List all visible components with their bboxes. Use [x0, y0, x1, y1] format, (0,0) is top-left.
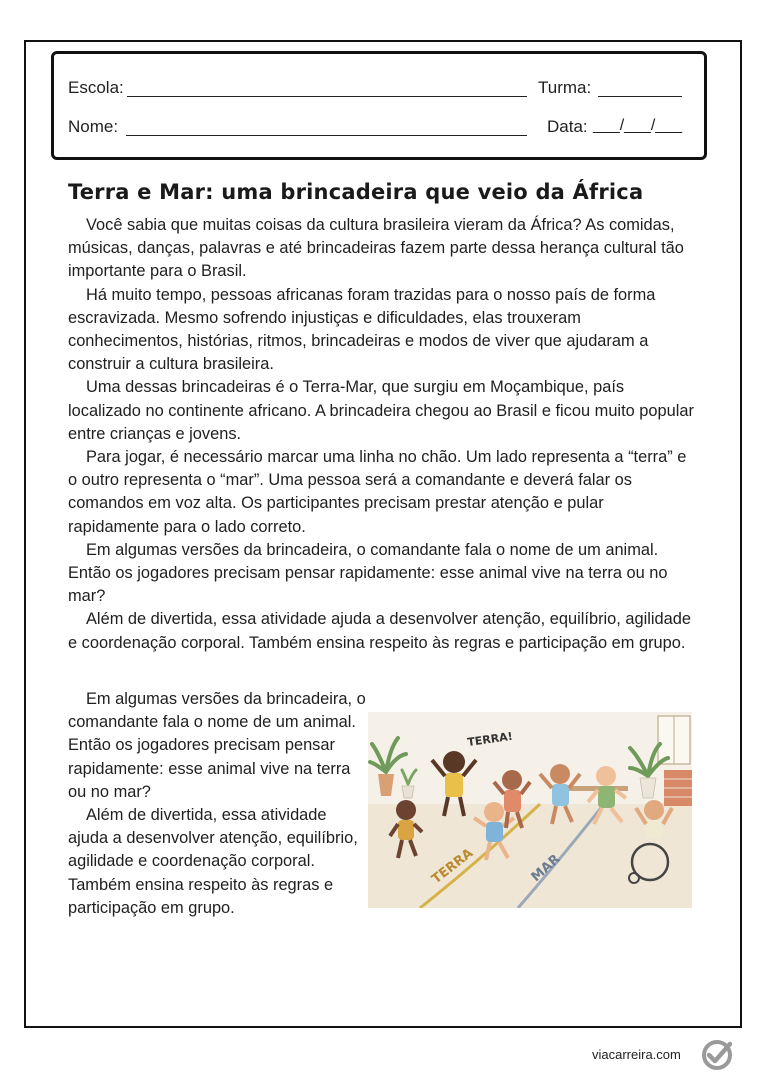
paragraph: Em algumas versões da brincadeira, o comandante fala o nome de um animal. Então os jogadores precisam pensar rapidamente: esse animal vive na terra ou no mar? [68, 540, 668, 606]
main-text [68, 214, 698, 655]
side-text [68, 688, 368, 920]
paragraph: Em algumas versões da brincadeira, o comandante fala o nome de um animal. Então os jogadores precisam pensar rapidamente: esse animal vive na terra ou no mar? [68, 690, 366, 801]
speech-text: TERRA! [466, 729, 514, 749]
nome-field[interactable] [126, 135, 527, 136]
data-field[interactable]: ___/___/___ [593, 117, 682, 134]
turma-field[interactable] [598, 96, 682, 97]
paragraph: Você sabia que muitas coisas da cultura brasileira vieram da África? As comidas, músicas, danças, palavras e até brincadeiras fazem parte dessa herança cultural tão importante para o Brasil. [68, 216, 684, 281]
check-logo-icon [700, 1038, 734, 1072]
escola-field[interactable] [127, 96, 527, 97]
paragraph: Para jogar, é necessário marcar uma linha no chão. Um lado representa a “terra” e o outro representa o “mar”. Uma pessoa será a comandante e deverá falar os comandos em voz alta. Os participantes precisam prestar atenção e pular rapidamente para o lado correto. [68, 448, 687, 536]
footer-site[interactable]: viacarreira.com [592, 1047, 681, 1062]
page-title: Terra e Mar: uma brincadeira que veio da África [68, 180, 644, 204]
turma-label: Turma: [538, 78, 592, 97]
data-label: Data: [547, 117, 588, 136]
children-playing-illustration [368, 712, 692, 908]
paragraph: Há muito tempo, pessoas africanas foram trazidas para o nosso país de forma escravizada. Mesmo sofrendo injustiças e dificuldades, elas trouxeram conhecimentos, histórias, ritmos, brincadeiras e modos de viver que ajudaram a construir a cultura brasileira. [68, 285, 656, 374]
escola-label: Escola: [68, 78, 124, 97]
floor-label-terra: TERRA [429, 845, 477, 888]
student-info-box [51, 51, 707, 160]
floor-label-mar: MAR [528, 851, 564, 885]
paragraph: Além de divertida, essa atividade ajuda a desenvolver atenção, equilíbrio, agilidade e coordenação corporal. Também ensina respeito às regras e participação em grupo. [68, 610, 692, 652]
paragraph: Além de divertida, essa atividade ajuda a desenvolver atenção, equilíbrio, agilidade e coordenação corporal. Também ensina respeito às regras e participação em grupo. [68, 806, 358, 917]
paragraph: Uma dessas brincadeiras é o Terra-Mar, que surgiu em Moçambique, país localizado no continente africano. A brincadeira chegou ao Brasil e ficou muito popular entre crianças e jovens. [68, 378, 694, 443]
nome-label: Nome: [68, 117, 119, 136]
